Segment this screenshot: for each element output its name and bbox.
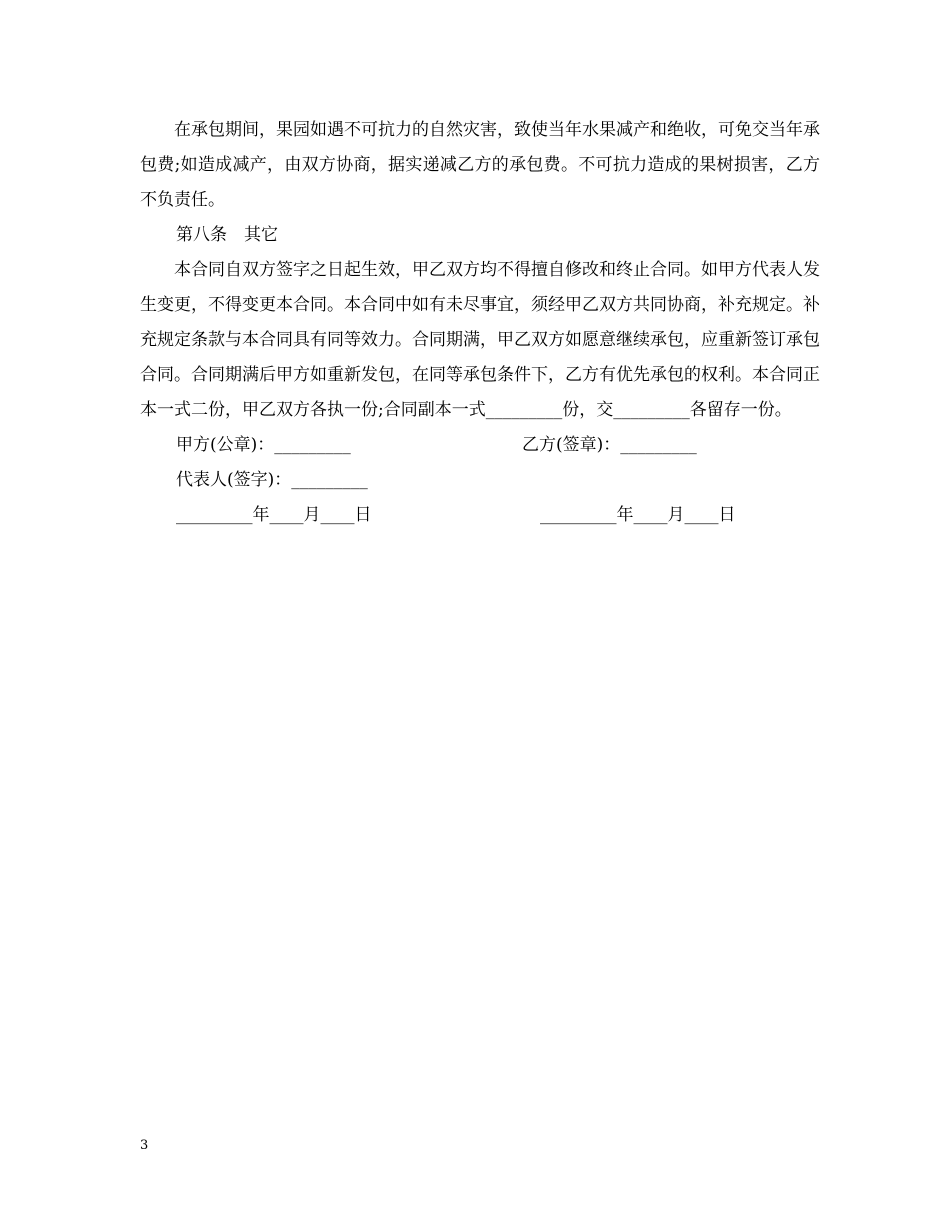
- signature-row-seals: [140, 428, 820, 463]
- party-b-seal: 乙方(签章)：_________: [522, 435, 697, 455]
- paragraph-force-majeure: 在承包期间，果园如遇不可抗力的自然灾害，致使当年水果减产和绝收，可免交当年承包费;如造成减产，由双方协商，据实递减乙方的承包费。不可抗力造成的果树损害，乙方不负责任。: [140, 120, 820, 210]
- date-left: _________年____月____日: [176, 505, 372, 525]
- date-right: _________年____月____日: [540, 505, 736, 525]
- signature-row-representative: [140, 463, 820, 498]
- party-a-seal: 甲方(公章)：_________: [176, 435, 351, 455]
- article-heading: 第八条 其它: [176, 225, 278, 245]
- representative-signature: 代表人(签字)：_________: [176, 470, 368, 490]
- signature-row-dates: [140, 498, 820, 533]
- page-number: 3: [140, 1138, 149, 1153]
- document-body: [140, 113, 820, 533]
- paragraph-other-terms: 本合同自双方签字之日起生效，甲乙双方均不得擅自修改和终止合同。如甲方代表人发生变更，不得变更本合同。本合同中如有未尽事宜，须经甲乙双方共同协商，补充规定。补充规定条款与本合同具有同等效力。合同期满，甲乙双方如愿意继续承包，应重新签订承包合同。合同期满后甲方如重新发包，在同等承包条件下，乙方有优先承包的权利。本合同正本一式二份，甲乙双方各执一份;合同副本一式_________份，交_________各留存一份。: [140, 260, 820, 420]
